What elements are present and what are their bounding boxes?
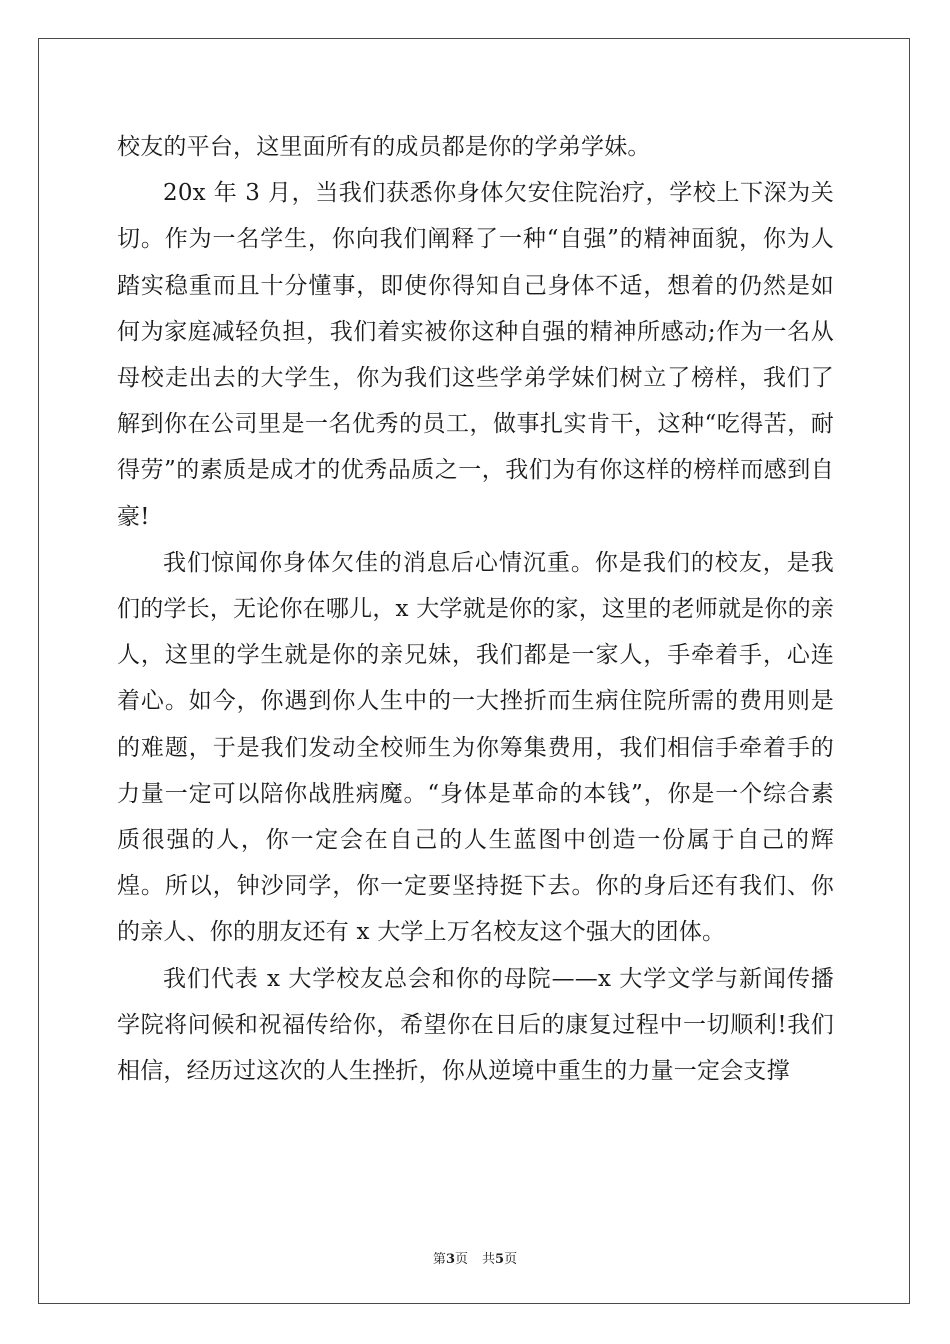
document-body xyxy=(117,124,834,1094)
paragraph: 20x 年 3 月，当我们获悉你身体欠安住院治疗，学校上下深为关切。作为一名学生，你向我们阐释了一种“自强”的精神面貌，你为人踏实稳重而且十分懂事，即使你得知自己身体不适，想着的仍然是如何为家庭减轻负担，我们着实被你这种自强的精神所感动;作为一名从母校走出去的大学生，你为我们这些学弟学妹们树立了榜样，我们了解到你在公司里是一名优秀的员工，做事扎实肯干，这种“吃得苦，耐得劳”的素质是成才的优秀品质之一，我们为有你这样的榜样而感到自豪! xyxy=(117,180,834,530)
page-footer xyxy=(0,1248,950,1267)
total-suffix: 页 xyxy=(504,1252,518,1267)
page-suffix: 页 xyxy=(454,1252,468,1267)
paragraph: 我们代表 x 大学校友总会和你的母院——x 大学文学与新闻传播学院将问候和祝福传给你，希望你在日后的康复过程中一切顺利!我们相信，经历过这次的人生挫折，你从逆境中重生的力量一定会支撑 xyxy=(117,965,834,1085)
paragraph-continuation: 校友的平台，这里面所有的成员都是你的学弟学妹。 xyxy=(117,134,651,160)
total-pages: 5 xyxy=(495,1252,505,1267)
total-prefix: 共 xyxy=(482,1252,496,1267)
page-prefix: 第 xyxy=(432,1252,446,1267)
page-number: 3 xyxy=(445,1252,455,1267)
paragraph: 我们惊闻你身体欠佳的消息后心情沉重。你是我们的校友，是我们的学长，无论你在哪儿，x 大学就是你的家，这里的老师就是你的亲人，这里的学生就是你的亲兄妹，我们都是一家人，手牵着手，心连着心。如今，你遇到你人生中的一大挫折而生病住院所需的费用则是的难题，于是我们发动全校师生为你筹集费用，我们相信手牵着手的力量一定可以陪你战胜病魔。“身体是革命的本钱”，你是一个综合素质很强的人，你一定会在自己的人生蓝图中创造一份属于自己的辉煌。所以，钟沙同学，你一定要坚持挺下去。你的身后还有我们、你的亲人、你的朋友还有 x 大学上万名校友这个强大的团体。 xyxy=(117,549,834,946)
